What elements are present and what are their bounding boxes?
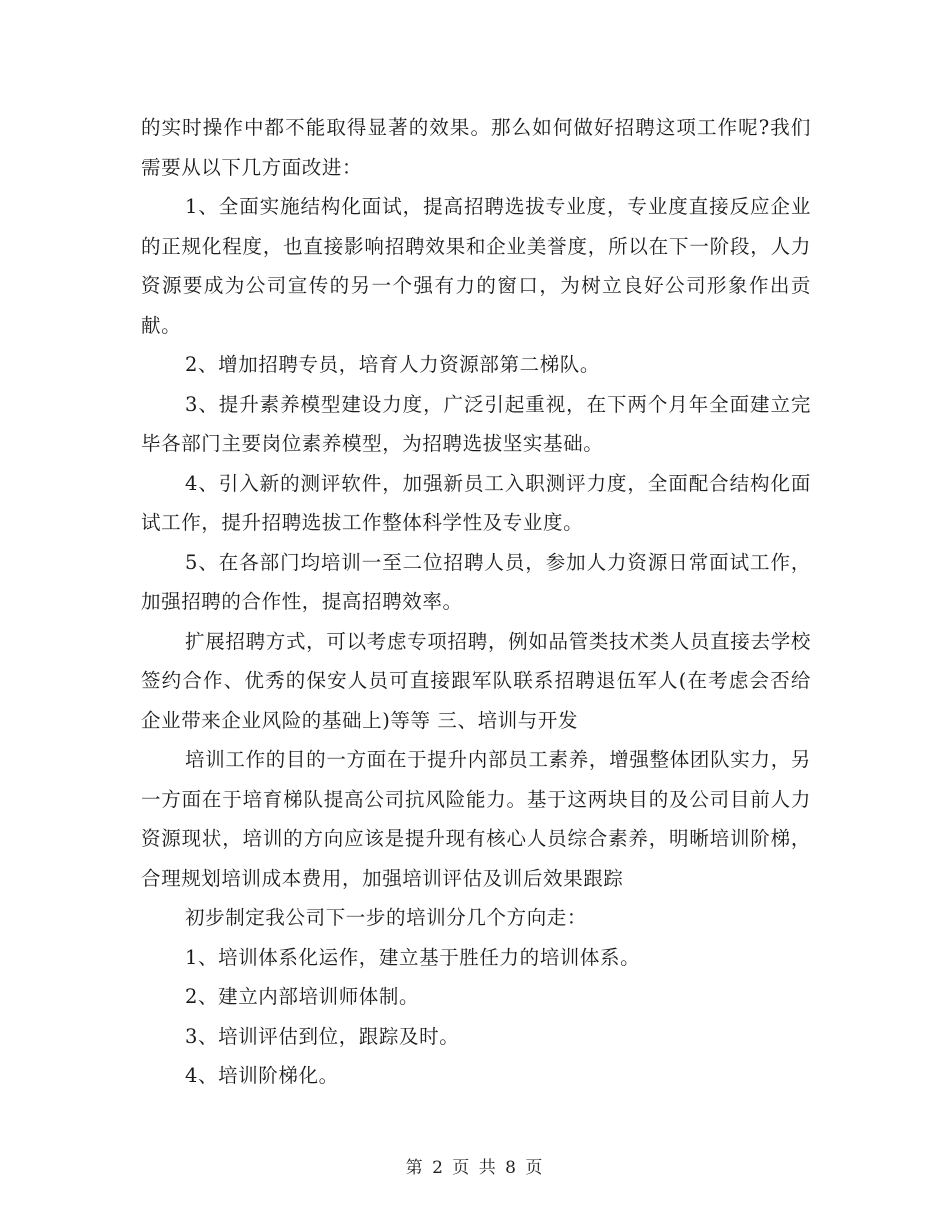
page-footer <box>0 1153 950 1178</box>
footer-middle: 页 共 <box>452 1158 498 1178</box>
paragraph-item-5: 5、在各部门均培训一至二位招聘人员，参加人力资源日常面试工作，加强招聘的合作性，提高招聘效率。 <box>141 550 811 613</box>
paragraph-intro: 的实时操作中都不能取得显著的效果。那么如何做好招聘这项工作呢?我们需要从以下几方面改进： <box>141 116 811 179</box>
footer-total-pages: 8 <box>505 1158 518 1178</box>
paragraph-recruitment-methods: 扩展招聘方式，可以考虑专项招聘，例如品管类技术类人员直接去学校签约合作、优秀的保安人员可直接跟军队联系招聘退伍军人(在考虑会否给企业带来企业风险的基础上)等等 三、培训与开发 <box>141 629 811 732</box>
paragraph-training-directions: 初步制定我公司下一步的培训分几个方向走： <box>185 906 588 929</box>
paragraph-item-3: 3、提升素养模型建设力度，广泛引起重视，在下两个月年全面建立完毕各部门主要岗位素养模型，为招聘选拔坚实基础。 <box>141 392 811 455</box>
paragraph-item-4: 4、引入新的测评软件，加强新员工入职测评力度，全面配合结构化面试工作，提升招聘选拔工作整体科学性及专业度。 <box>141 471 811 534</box>
footer-page-number: 2 <box>432 1158 445 1178</box>
paragraph-training-purpose: 培训工作的目的一方面在于提升内部员工素养，增强整体团队实力，另一方面在于培育梯队提高公司抗风险能力。基于这两块目的及公司目前人力资源现状，培训的方向应该是提升现有核心人员综合素养，明晰培训阶梯，合理规划培训成本费用，加强培训评估及训后效果跟踪 <box>141 748 811 890</box>
footer-suffix: 页 <box>525 1158 545 1178</box>
footer-prefix: 第 <box>405 1158 425 1178</box>
paragraph-training-item-2: 2、建立内部培训师体制。 <box>185 985 420 1008</box>
paragraph-training-item-1: 1、培训体系化运作，建立基于胜任力的培训体系。 <box>185 945 641 969</box>
paragraph-item-2: 2、增加招聘专员，培育人力资源部第二梯队。 <box>185 353 601 376</box>
paragraph-training-item-3: 3、培训评估到位，跟踪及时。 <box>185 1024 460 1048</box>
paragraph-training-item-4: 4、培训阶梯化。 <box>185 1064 339 1087</box>
paragraph-item-1: 1、全面实施结构化面试，提高招聘选拔专业度，专业度直接反应企业的正规化程度，也直接影响招聘效果和企业美誉度，所以在下一阶段，人力资源要成为公司宣传的另一个强有力的窗口，为树立良好公司形象作出贡献。 <box>141 195 811 337</box>
document-body <box>141 108 811 1096</box>
